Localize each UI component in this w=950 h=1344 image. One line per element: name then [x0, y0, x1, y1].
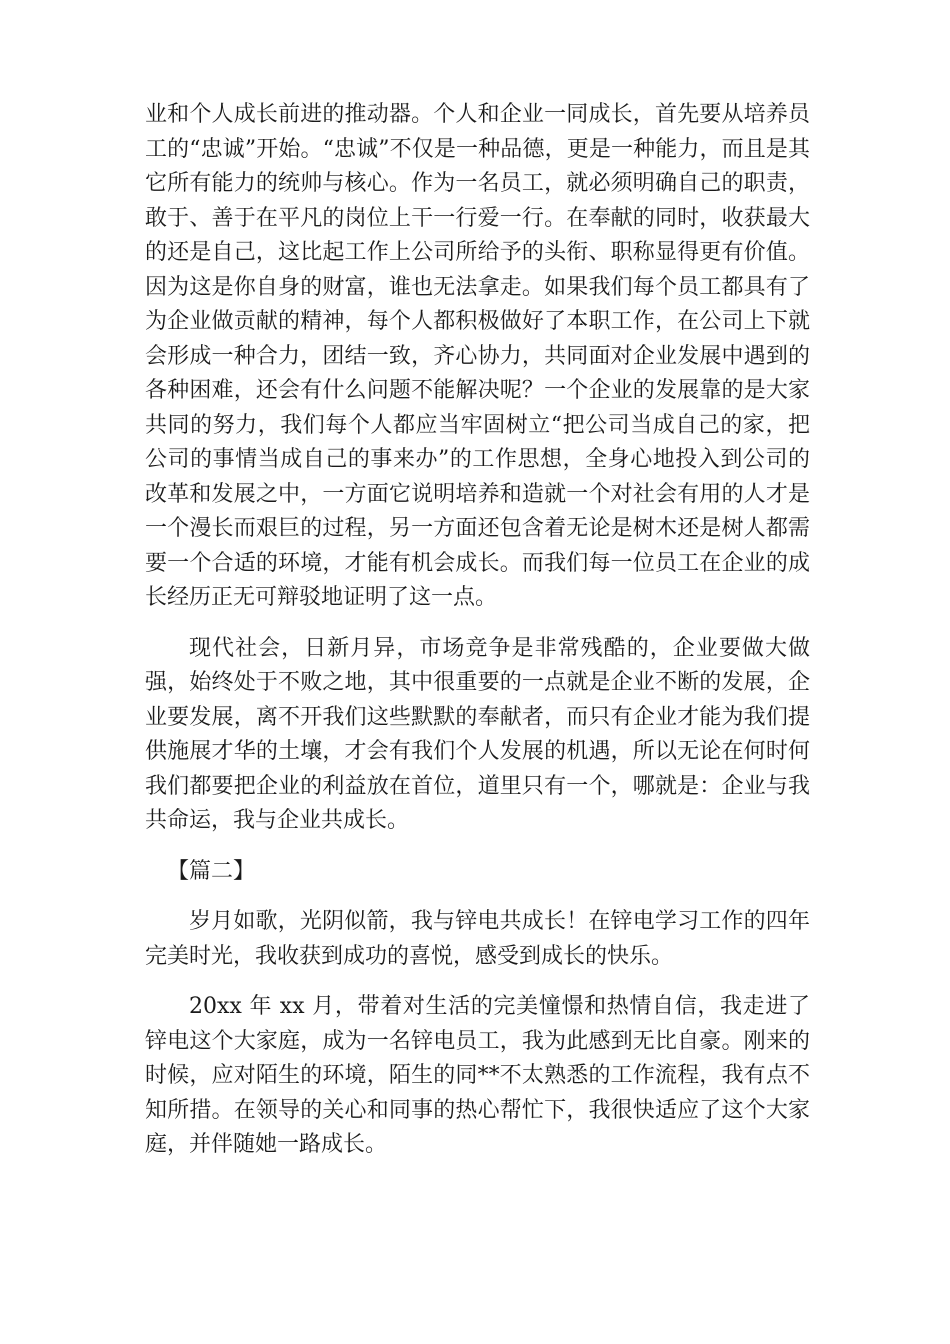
section-heading: 【篇二】: [167, 858, 256, 884]
paragraph-continuation: 业和个人成长前进的推动器。个人和企业一同成长，首先要从培养员工的“忠诚”开始。“忠诚”不仅是一种品德，更是一种能力，而且是其它所有能力的统帅与核心。作为一名员工，就必须明确自己的职责，敢于、善于在平凡的岗位上干一行爱一行。在奉献的同时，收获最大的还是自己，这比起工作上公司所给予的头衔、职称显得更有价值。因为这是你自身的财富，谁也无法拿走。如果我们每个员工都具有了为企业做贡献的精神，每个人都积极做好了本职工作，在公司上下就会形成一种合力，团结一致，齐心协力，共同面对企业发展中遇到的各种困难，还会有什么问题不能解决呢？一个企业的发展靠的是大家共同的努力，我们每个人都应当牢固树立“把公司当成自己的家，把公司的事情当成自己的事来办”的工作思想，全身心地投入到公司的改革和发展之中，一方面它说明培养和造就一个对社会有用的人才是一个漫长而艰巨的过程，另一方面还包含着无论是树木还是树人都需要一个合适的环境，才能有机会成长。而我们每一位员工在企业的成长经历正无可辩驳地证明了这一点。: [145, 102, 810, 610]
document-page: [145, 98, 810, 1163]
paragraph-joining: 20xx 年 xx 月，带着对生活的完美憧憬和热情自信，我走进了锌电这个大家庭，成为一名锌电员工，我为此感到无比自豪。刚来的时候，应对陌生的环境，陌生的同**不太熟悉的工作流程，我有点不知所措。在领导的关心和同事的热心帮忙下，我很快适应了这个大家庭，并伴随她一路成长。: [145, 994, 810, 1157]
paragraph-modern-society: 现代社会，日新月异，市场竞争是非常残酷的，企业要做大做强，始终处于不败之地，其中很重要的一点就是企业不断的发展，企业要发展，离不开我们这些默默的奉献者，而只有企业才能为我们提供施展才华的土壤，才会有我们个人发展的机遇，所以无论在何时何我们都要把企业的利益放在首位，道里只有一个，哪就是：企业与我共命运，我与企业共成长。: [145, 635, 810, 833]
paragraph-years: 岁月如歌，光阴似箭，我与锌电共成长！在锌电学习工作的四年完美时光，我收获到成功的喜悦，感受到成长的快乐。: [145, 909, 810, 969]
